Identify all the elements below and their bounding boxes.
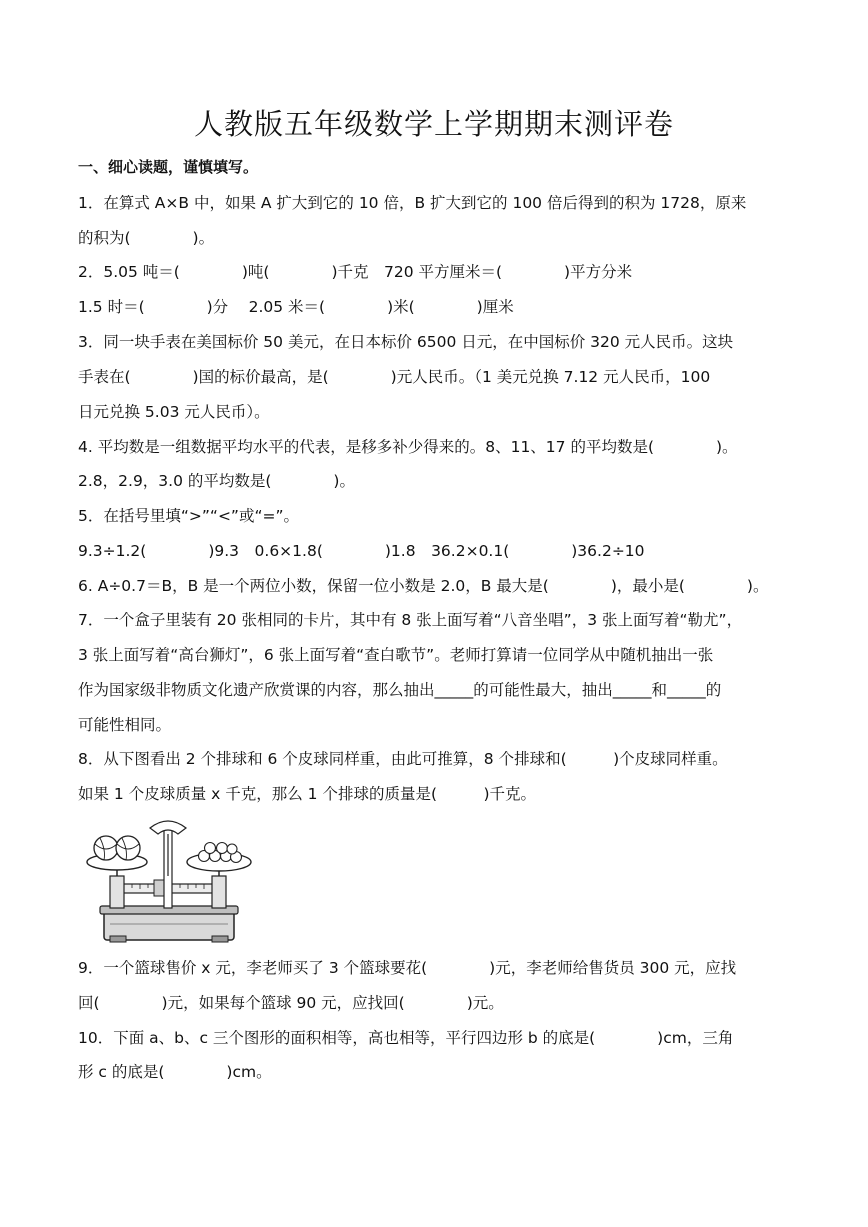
- question-line: 回( )元，如果每个篮球 90 元，应找回( )元。: [78, 994, 504, 1012]
- question-line: 8．从下图看出 2 个排球和 6 个皮球同样重，由此可推算，8 个排球和( )个皮球同样重。: [78, 750, 728, 768]
- question-line: 7．一个盒子里装有 20 张相同的卡片，其中有 8 张上面写着“八音坐唱”，3 张上面写着“勒尤”，: [78, 611, 743, 629]
- question-line: 6. A÷0.7＝B，B 是一个两位小数，保留一位小数是 2.0，B 最大是( )，最小是( )。: [78, 577, 769, 595]
- question-line: 的积为( )。: [78, 229, 215, 247]
- question-line: 9．一个篮球售价 x 元，李老师买了 3 个篮球要花( )元，李老师给售货员 300 元，应找: [78, 959, 737, 977]
- question-line: 作为国家级非物质文化遗产欣赏课的内容，那么抽出_____的可能性最大，抽出_____和_____的: [78, 681, 722, 699]
- question-line: 2.8，2.9，3.0 的平均数是( )。: [78, 472, 355, 490]
- question-line: 1．在算式 A×B 中，如果 A 扩大到它的 10 倍，B 扩大到它的 100 倍后得到的积为 1728，原来: [78, 194, 747, 212]
- question-line: 形 c 的底是( )cm。: [78, 1063, 272, 1081]
- question-line: 10．下面 a、b、c 三个图形的面积相等，高也相等，平行四边形 b 的底是( )cm，三角: [78, 1029, 734, 1047]
- question-line: 可能性相同。: [78, 716, 172, 734]
- question-line: 2．5.05 吨＝( )吨( )千克 720 平方厘米＝( )平方分米: [78, 263, 633, 281]
- question-line: 3 张上面写着“高台狮灯”，6 张上面写着“查白歌节”。老师打算请一位同学从中随机抽出一张: [78, 646, 714, 664]
- question-line: 4. 平均数是一组数据平均水平的代表，是移多补少得来的。8、11、17 的平均数是( )。: [78, 438, 738, 456]
- section-heading: 一、细心读题，谨慎填写。: [78, 158, 259, 176]
- question-line: 3．同一块手表在美国标价 50 美元，在日本标价 6500 日元，在中国标价 320 元人民币。这块: [78, 333, 734, 351]
- question-line: 9.3÷1.2( )9.3 0.6×1.8( )1.8 36.2×0.1( )36.2÷10: [78, 542, 645, 560]
- page-title: 人教版五年级数学上学期期末测评卷: [193, 107, 674, 141]
- question-line: 1.5 时＝( )分 2.05 米＝( )米( )厘米: [78, 298, 514, 316]
- question-line: 手表在( )国的标价最高，是( )元人民币。（1 美元兑换 7.12 元人民币，100: [78, 368, 711, 386]
- question-line: 日元兑换 5.03 元人民币）。: [78, 403, 270, 421]
- balance-scale-illustration: [80, 814, 256, 946]
- question-line: 5．在括号里填“>”“<”或“=”。: [78, 507, 300, 525]
- question-line: 如果 1 个皮球质量 x 千克，那么 1 个排球的质量是( )千克。: [78, 785, 537, 803]
